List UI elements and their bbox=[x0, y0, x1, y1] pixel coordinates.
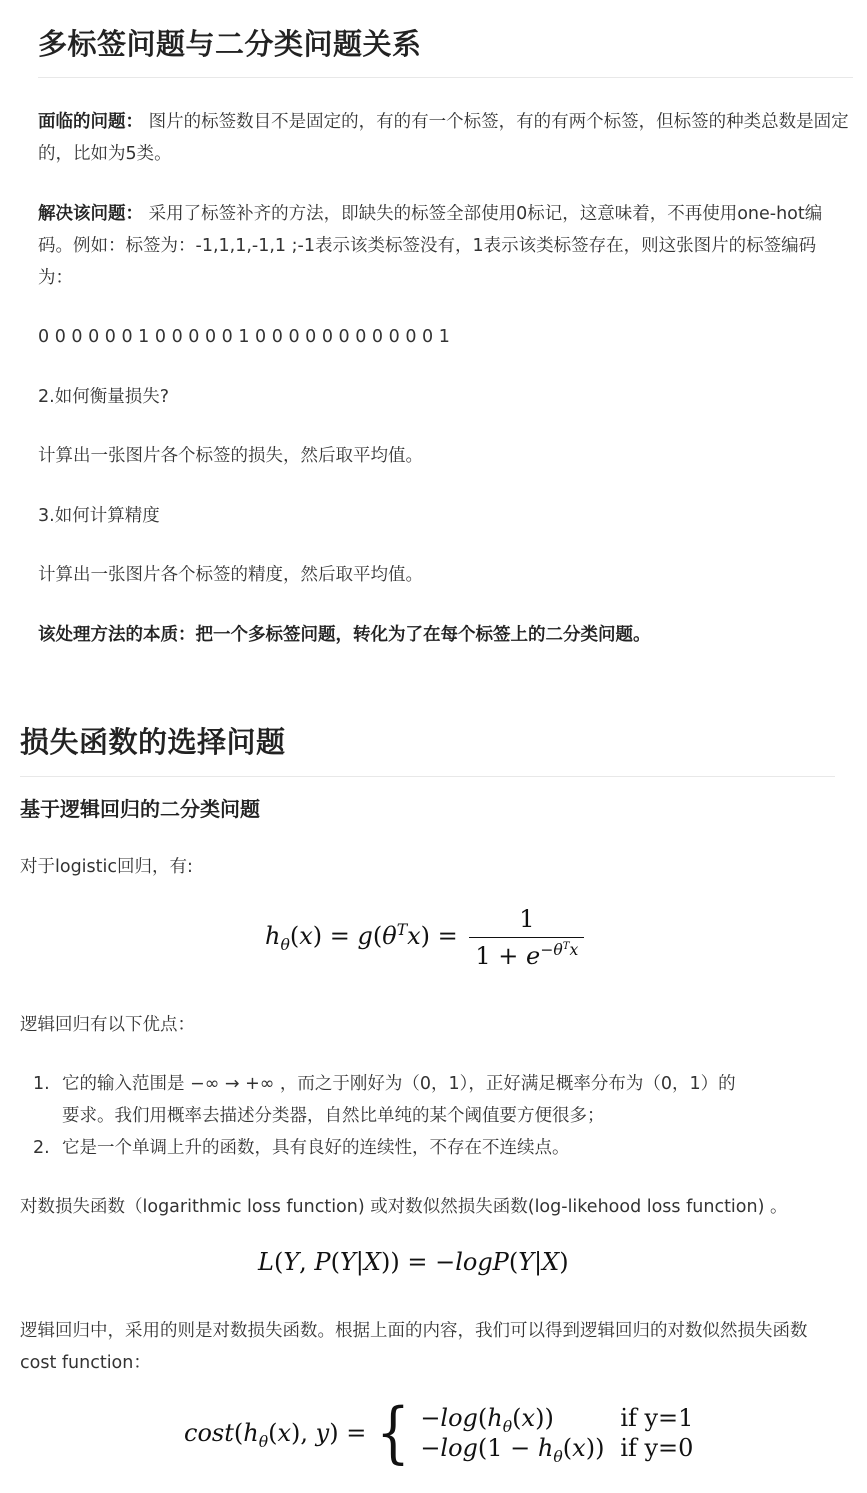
loss-function-intro: 对数损失函数（logarithmic loss function) 或对数似然损失函数(log-likehood loss function) 。 bbox=[20, 1197, 788, 1217]
advantages-intro: 逻辑回归有以下优点： bbox=[20, 1015, 195, 1035]
cost-intro: 逻辑回归中，采用的则是对数损失函数。根据上面的内容，我们可以得到逻辑回归的对数似然损失函数cost function： bbox=[20, 1321, 808, 1373]
case-condition-1: if y=1 bbox=[620, 1404, 694, 1432]
label-encoding: 0 0 0 0 0 0 1 0 0 0 0 0 1 0 0 0 0 0 0 0 0 0 0 0 1 bbox=[38, 327, 450, 347]
list-item-1-line2: 要求。我们用概率去描述分类器，自然比单纯的某个阈值要方便很多； bbox=[62, 1106, 605, 1126]
problem-text: 图片的标签数目不是固定的，有的有一个标签，有的有两个标签，但标签的种类总数是固定的，比如为5类。 bbox=[38, 112, 849, 164]
left-brace: { bbox=[376, 1394, 411, 1471]
solution-label: 解决该问题： bbox=[38, 204, 143, 224]
title-divider bbox=[38, 77, 853, 78]
log-loss-formula: L(Y, P(Y|X)) = −logP(Y|X) bbox=[258, 1248, 569, 1276]
list-item-2-line1: 它是一个单调上升的函数，具有良好的连续性，不存在不连续点。 bbox=[62, 1138, 570, 1158]
cost-cases: { $-\log(h_\theta(x))$ if y=1 $-\log(1 - h_\theta(x))$ if y=0 bbox=[376, 1394, 694, 1471]
logistic-intro: 对于logistic回归，有: bbox=[20, 857, 193, 877]
solution-paragraph bbox=[38, 198, 838, 294]
essence-text: 该处理方法的本质：把一个多标签问题，转化为了在每个标签上的二分类问题。 bbox=[38, 625, 651, 645]
section-divider bbox=[20, 776, 835, 777]
question-2: 2.如何衡量损失? bbox=[38, 387, 169, 407]
problem-paragraph bbox=[38, 106, 853, 170]
section-title-loss: 损失函数的选择问题 bbox=[20, 725, 286, 759]
essence-statement bbox=[38, 619, 651, 651]
solution-text: 采用了标签补齐的方法，即缺失的标签全部使用0标记，这意味着，不再使用one-hot编码。例如：标签为：-1,1,1,-1,1 ;-1表示该类标签没有，1表示该类标签存在，则这张图片的标签编码为： bbox=[38, 204, 823, 288]
fraction-numerator: 1 bbox=[519, 905, 535, 933]
sigmoid-formula: $h_\theta(x) = g(\theta^Tx)$ = $\frac{1}{1 + e^{-\theta^Tx}}$ bbox=[265, 905, 588, 970]
list-item-1-line1: 它的输入范围是 −∞ → +∞ ，而之于刚好为（0，1），正好满足概率分布为（0，1）的 bbox=[62, 1074, 736, 1094]
cost-function-formula: $\cos t(h_\theta(x)$, y) = { $-\log(h_\theta(x))$ if y=1 $-\log(1 - h_\theta(x))$ if y=0 bbox=[184, 1394, 694, 1471]
subsection-title: 基于逻辑回归的二分类问题 bbox=[20, 797, 260, 821]
case-condition-2: if y=0 bbox=[620, 1434, 694, 1462]
list-item-1-number: 1. bbox=[33, 1074, 50, 1094]
list-item-2-number: 2. bbox=[33, 1138, 50, 1158]
question-3: 3.如何计算精度 bbox=[38, 506, 160, 526]
answer-2: 计算出一张图片各个标签的损失，然后取平均值。 bbox=[38, 446, 423, 466]
problem-label: 面临的问题： bbox=[38, 112, 143, 132]
sigmoid-fraction: $\frac{1}{1 + e^{-\theta^Tx}}$ bbox=[469, 905, 584, 970]
answer-3: 计算出一张图片各个标签的精度，然后取平均值。 bbox=[38, 565, 423, 585]
page-title: 多标签问题与二分类问题关系 bbox=[38, 27, 422, 61]
